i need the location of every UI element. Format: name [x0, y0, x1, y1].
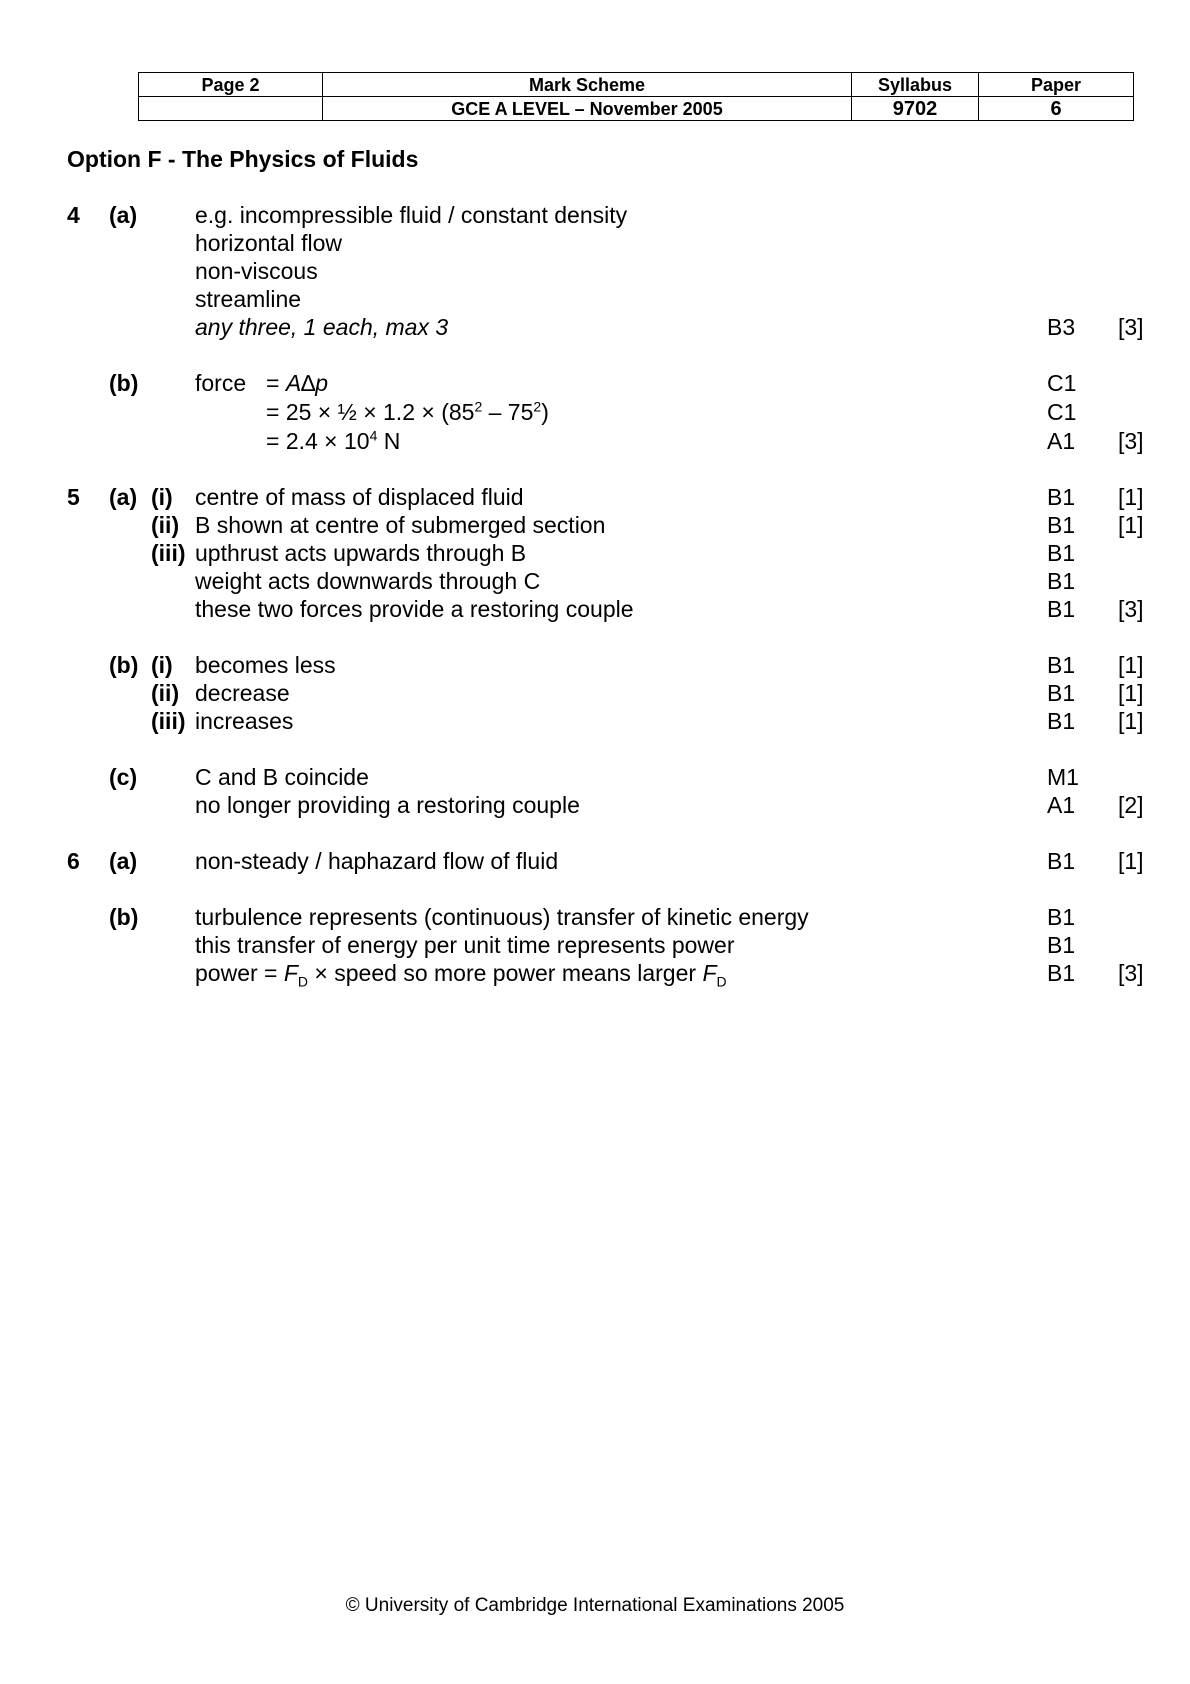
answer-text: force: [195, 370, 247, 396]
mark-code: B1: [1047, 568, 1076, 594]
part-label: (b): [109, 904, 139, 930]
answer-text: this transfer of energy per unit time represents power: [195, 932, 735, 958]
q6-a: [0, 847, 1190, 875]
mark-code: A1: [1047, 792, 1076, 818]
q5-b-i: [0, 651, 1190, 679]
mark-code: B3: [1047, 314, 1076, 340]
answer-text: no longer providing a restoring couple: [195, 792, 580, 818]
q5-a-ii: [0, 511, 1190, 539]
answer-text: e.g. incompressible fluid / constant density: [195, 202, 628, 228]
question-number: 5: [67, 484, 80, 510]
q5-a-iii-line-1: [0, 539, 1190, 567]
answer-text: non-steady / haphazard flow of fluid: [195, 848, 559, 874]
mark-code: B1: [1047, 904, 1076, 930]
subpart-label: (iii): [151, 708, 186, 734]
mark-code: B1: [1047, 596, 1076, 622]
q5-c-line-2: [0, 791, 1190, 819]
part-label: (a): [109, 484, 138, 510]
mark-code: M1: [1047, 764, 1079, 790]
mark-code: C1: [1047, 370, 1077, 396]
answer-text: non-viscous: [195, 258, 318, 284]
mark-code: B1: [1047, 512, 1076, 538]
mark-code: B1: [1047, 652, 1076, 678]
answer-text: C and B coincide: [195, 764, 369, 790]
mark-total: [3]: [1118, 428, 1144, 454]
part-label: (b): [109, 370, 139, 396]
subpart-label: (iii): [151, 540, 186, 566]
q6-b-line-3: [0, 959, 1190, 990]
page-title: Option F - The Physics of Fluids: [67, 146, 419, 172]
q4-b-line-3: [0, 427, 1190, 455]
mark-code: B1: [1047, 848, 1076, 874]
mark-code: B1: [1047, 484, 1076, 510]
answer-text: becomes less: [195, 652, 336, 678]
header-syllabus: 9702: [852, 97, 979, 121]
answer-text: power = $F_D$ × speed so more power means larger $F_D$: [195, 960, 727, 990]
mark-code: B1: [1047, 540, 1076, 566]
mark-total: [1]: [1118, 708, 1144, 734]
part-label: (c): [109, 764, 138, 790]
answer-text: increases: [195, 708, 294, 734]
q5-b-ii: [0, 679, 1190, 707]
q4-a-note: [0, 313, 1190, 341]
mark-code: C1: [1047, 399, 1077, 425]
q5-a-i: [0, 483, 1190, 511]
mark-total: [3]: [1118, 596, 1144, 622]
mark-code: B1: [1047, 932, 1076, 958]
header-table: [138, 72, 1134, 121]
q5-b-iii: [0, 707, 1190, 735]
subpart-label: (ii): [151, 680, 180, 706]
answer-text: weight acts downwards through C: [195, 568, 541, 594]
answer-text: B shown at centre of submerged section: [195, 512, 606, 538]
answer-text: upthrust acts upwards through B: [195, 540, 527, 566]
subpart-label: (ii): [151, 512, 180, 538]
header-row-values: [139, 97, 1134, 121]
q4-a-line-2: [0, 229, 1190, 257]
header-syllabus-label: Syllabus: [852, 73, 979, 97]
q5-a-iii-line-2: [0, 567, 1190, 595]
question-number: 4: [67, 202, 80, 228]
subpart-label: (i): [151, 484, 173, 510]
part-label: (a): [109, 202, 138, 228]
header-paper: 6: [979, 97, 1134, 121]
mark-code: B1: [1047, 680, 1076, 706]
mark-total: [1]: [1118, 680, 1144, 706]
mark-total: [3]: [1118, 314, 1144, 340]
equation-line: = 25 × ½ × $1.2 \times (85^2 - 75^2)$: [266, 398, 549, 425]
equation-line: = $2.4 \times 10^4$ N: [266, 427, 401, 454]
answer-text: streamline: [195, 286, 302, 312]
q4-b-line-2: [0, 398, 1190, 426]
question-number: 6: [67, 848, 80, 874]
mark-code: A1: [1047, 428, 1076, 454]
header-empty-cell: [139, 97, 323, 121]
q5-a-iii-line-3: [0, 595, 1190, 623]
part-label: (a): [109, 848, 138, 874]
q4-b-line-1: [0, 369, 1190, 397]
q4-a-line-3: [0, 257, 1190, 285]
mark-total: [1]: [1118, 848, 1144, 874]
q4-a-line-1: [0, 201, 1190, 229]
answer-text: centre of mass of displaced fluid: [195, 484, 524, 510]
header-row-labels: [139, 73, 1134, 97]
mark-total: [1]: [1118, 652, 1144, 678]
header-scheme: Mark Scheme: [323, 73, 852, 97]
equation-line: = A∆p: [266, 370, 329, 396]
mark-code: B1: [1047, 708, 1076, 734]
answer-text: turbulence represents (continuous) transfer of kinetic energy: [195, 904, 809, 930]
answer-text: these two forces provide a restoring couple: [195, 596, 634, 622]
mark-code: B1: [1047, 960, 1076, 986]
header-page: Page 2: [139, 73, 323, 97]
mark-total: [1]: [1118, 512, 1144, 538]
header-exam: GCE A LEVEL – November 2005: [323, 97, 852, 121]
q6-b-line-2: [0, 931, 1190, 959]
answer-text: decrease: [195, 680, 290, 706]
marking-note: any three, 1 each, max 3: [195, 314, 449, 340]
q5-c-line-1: [0, 763, 1190, 791]
q6-b-line-1: [0, 903, 1190, 931]
copyright-footer: © University of Cambridge International Examinations 2005: [345, 1595, 845, 1616]
q4-a-line-4: [0, 285, 1190, 313]
answer-text: horizontal flow: [195, 230, 343, 256]
part-label: (b): [109, 652, 139, 678]
header-paper-label: Paper: [979, 73, 1134, 97]
mark-total: [1]: [1118, 484, 1144, 510]
mark-total: [2]: [1118, 792, 1144, 818]
subpart-label: (i): [151, 652, 173, 678]
mark-total: [3]: [1118, 960, 1144, 986]
